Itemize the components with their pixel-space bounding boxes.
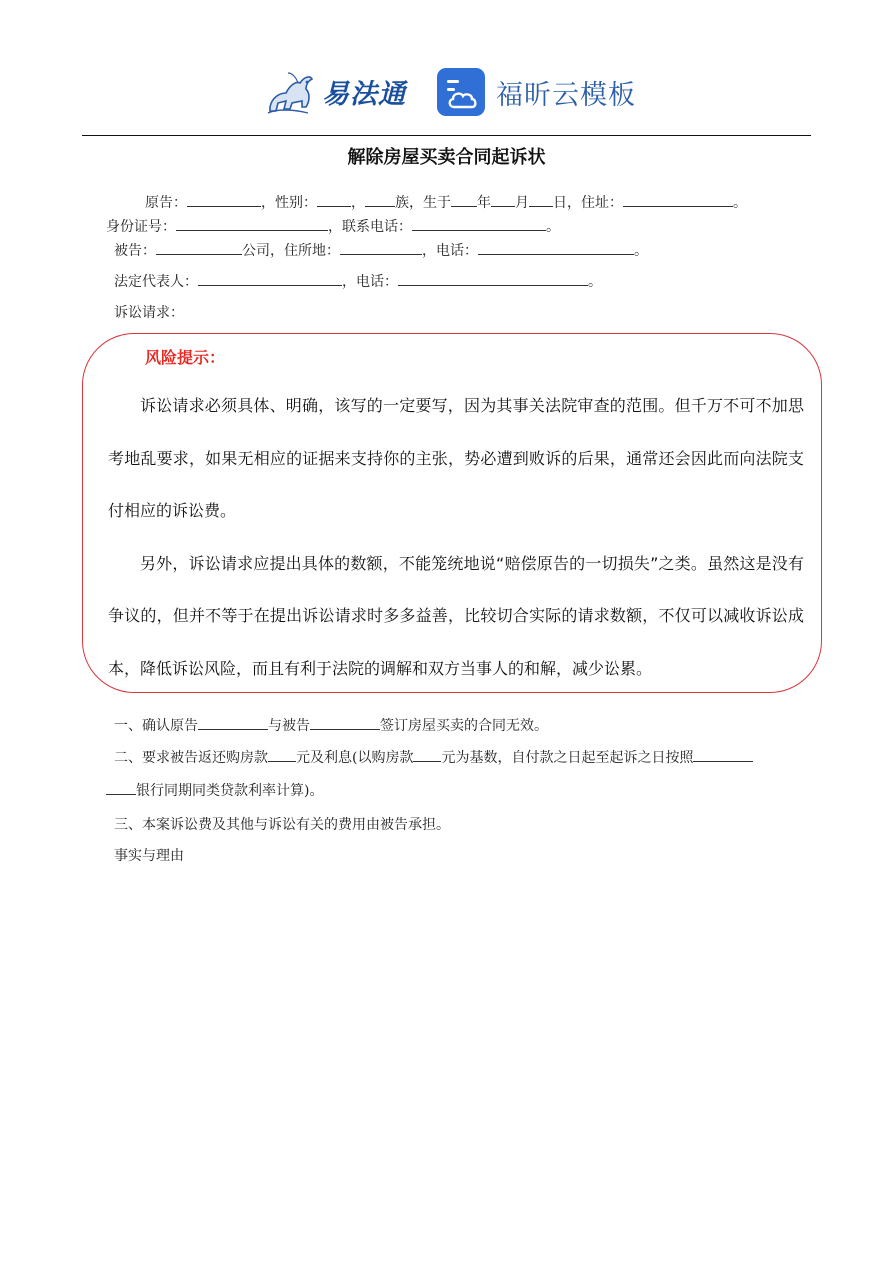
company-label: 公司，住所地：: [242, 243, 340, 259]
period: 。: [588, 274, 602, 290]
address-blank[interactable]: [623, 193, 733, 207]
bank-name-blank[interactable]: [693, 748, 753, 762]
qilin-icon: [262, 63, 318, 119]
legal-rep-phone-label: ，电话：: [342, 274, 398, 290]
ethnic-blank[interactable]: [365, 193, 395, 207]
contact-phone-label: ，联系电话：: [328, 219, 412, 235]
defendant-company-blank[interactable]: [156, 241, 242, 255]
id-blank[interactable]: [176, 217, 328, 231]
claim-2-text-a: 二、要求被告返还购房款: [114, 750, 268, 766]
legal-rep-line: [114, 271, 602, 291]
id-line: [106, 216, 560, 236]
plaintiff-line: 原告： ，性别： ， 族，生于 年 月 日，住址： 。: [145, 195, 747, 211]
legal-rep-blank[interactable]: [198, 272, 342, 286]
defendant-name-blank[interactable]: [310, 716, 380, 730]
month-label: 月: [515, 195, 529, 211]
defendant-label: 被告：: [114, 243, 156, 259]
base-amount-blank[interactable]: [413, 748, 441, 762]
legal-rep-label: 法定代表人：: [114, 274, 198, 290]
plaintiff-label: 原告：: [145, 195, 187, 211]
period: 。: [634, 243, 648, 259]
header-divider: [82, 135, 811, 136]
claim-1-text-a: 一、确认原告: [114, 718, 198, 734]
cloud-doc-icon: [436, 67, 486, 117]
risk-paragraph-1: 诉讼请求必须具体、明确，该写的一定要写，因为其事关法院审查的范围。但千万不可不加思考地乱要求，如果无相应的证据来支持你的主张，势必遭到败诉的后果，通常还会因此而向法院支付相应的诉讼费。: [108, 396, 804, 520]
defendant-phone-blank[interactable]: [478, 241, 634, 255]
contact-phone-blank[interactable]: [412, 217, 546, 231]
claim-1-text-b: 与被告: [268, 718, 310, 734]
facts-reasons-label: 事实与理由: [114, 848, 184, 864]
id-label: 身份证号：: [106, 219, 176, 235]
risk-notice-title: 风险提示：: [145, 348, 226, 367]
defendant-line: [114, 240, 648, 260]
risk-paragraph-2: 另外，诉讼请求应提出具体的数额，不能笼统地说“赔偿原告的一切损失”之类。虽然这是没有争议的，但并不等于在提出诉讼请求时多多益善，比较切合实际的请求数额，不仅可以减收诉讼成本，降低诉讼风险，而且有利于法院的调解和双方当事人的和解，减少讼累。: [108, 553, 804, 678]
claim-item-3: 三、本案诉讼费及其他与诉讼有关的费用由被告承担。: [114, 817, 450, 833]
bank-name-blank-cont[interactable]: [106, 781, 136, 795]
claim-2-text-b: 元及利息(以购房款: [296, 750, 414, 766]
birth-day-blank[interactable]: [529, 193, 553, 207]
foxit-template-logo: [436, 66, 636, 118]
claim-item-2: [114, 747, 753, 767]
period: 。: [546, 219, 560, 235]
birth-year-blank[interactable]: [451, 193, 477, 207]
claims-label: 诉讼请求：: [114, 305, 184, 321]
ethnic-label: 族，生于: [395, 195, 451, 211]
gender-blank[interactable]: [317, 193, 351, 207]
birth-month-blank[interactable]: [491, 193, 515, 207]
plaintiff-name-blank[interactable]: [187, 193, 261, 207]
period: 。: [733, 195, 747, 211]
document-title: 解除房屋买卖合同起诉状: [347, 147, 546, 168]
yifatong-logo-text: 易法通: [322, 78, 406, 110]
legal-rep-phone-blank[interactable]: [398, 272, 588, 286]
defendant-phone-label: ，电话：: [422, 243, 478, 259]
claim-2-text-c: 元为基数，自付款之日起至起诉之日按照: [441, 750, 694, 766]
refund-amount-blank[interactable]: [268, 748, 296, 762]
yifatong-logo: [262, 62, 412, 120]
plaintiff-name-blank-2[interactable]: [198, 716, 268, 730]
claim-item-2-continued: [106, 780, 323, 800]
domicile-blank[interactable]: [340, 241, 422, 255]
claim-2-text-d: 银行同期同类贷款利率计算)。: [136, 783, 324, 799]
gender-label: ，性别：: [261, 195, 317, 211]
claim-1-text-c: 签订房屋买卖的合同无效。: [380, 718, 548, 734]
risk-notice-body: [108, 380, 804, 695]
foxit-template-logo-text: 福昕云模板: [496, 79, 636, 111]
year-label: 年: [477, 195, 491, 211]
address-label: 日，住址：: [553, 195, 623, 211]
claim-item-1: [114, 715, 548, 735]
